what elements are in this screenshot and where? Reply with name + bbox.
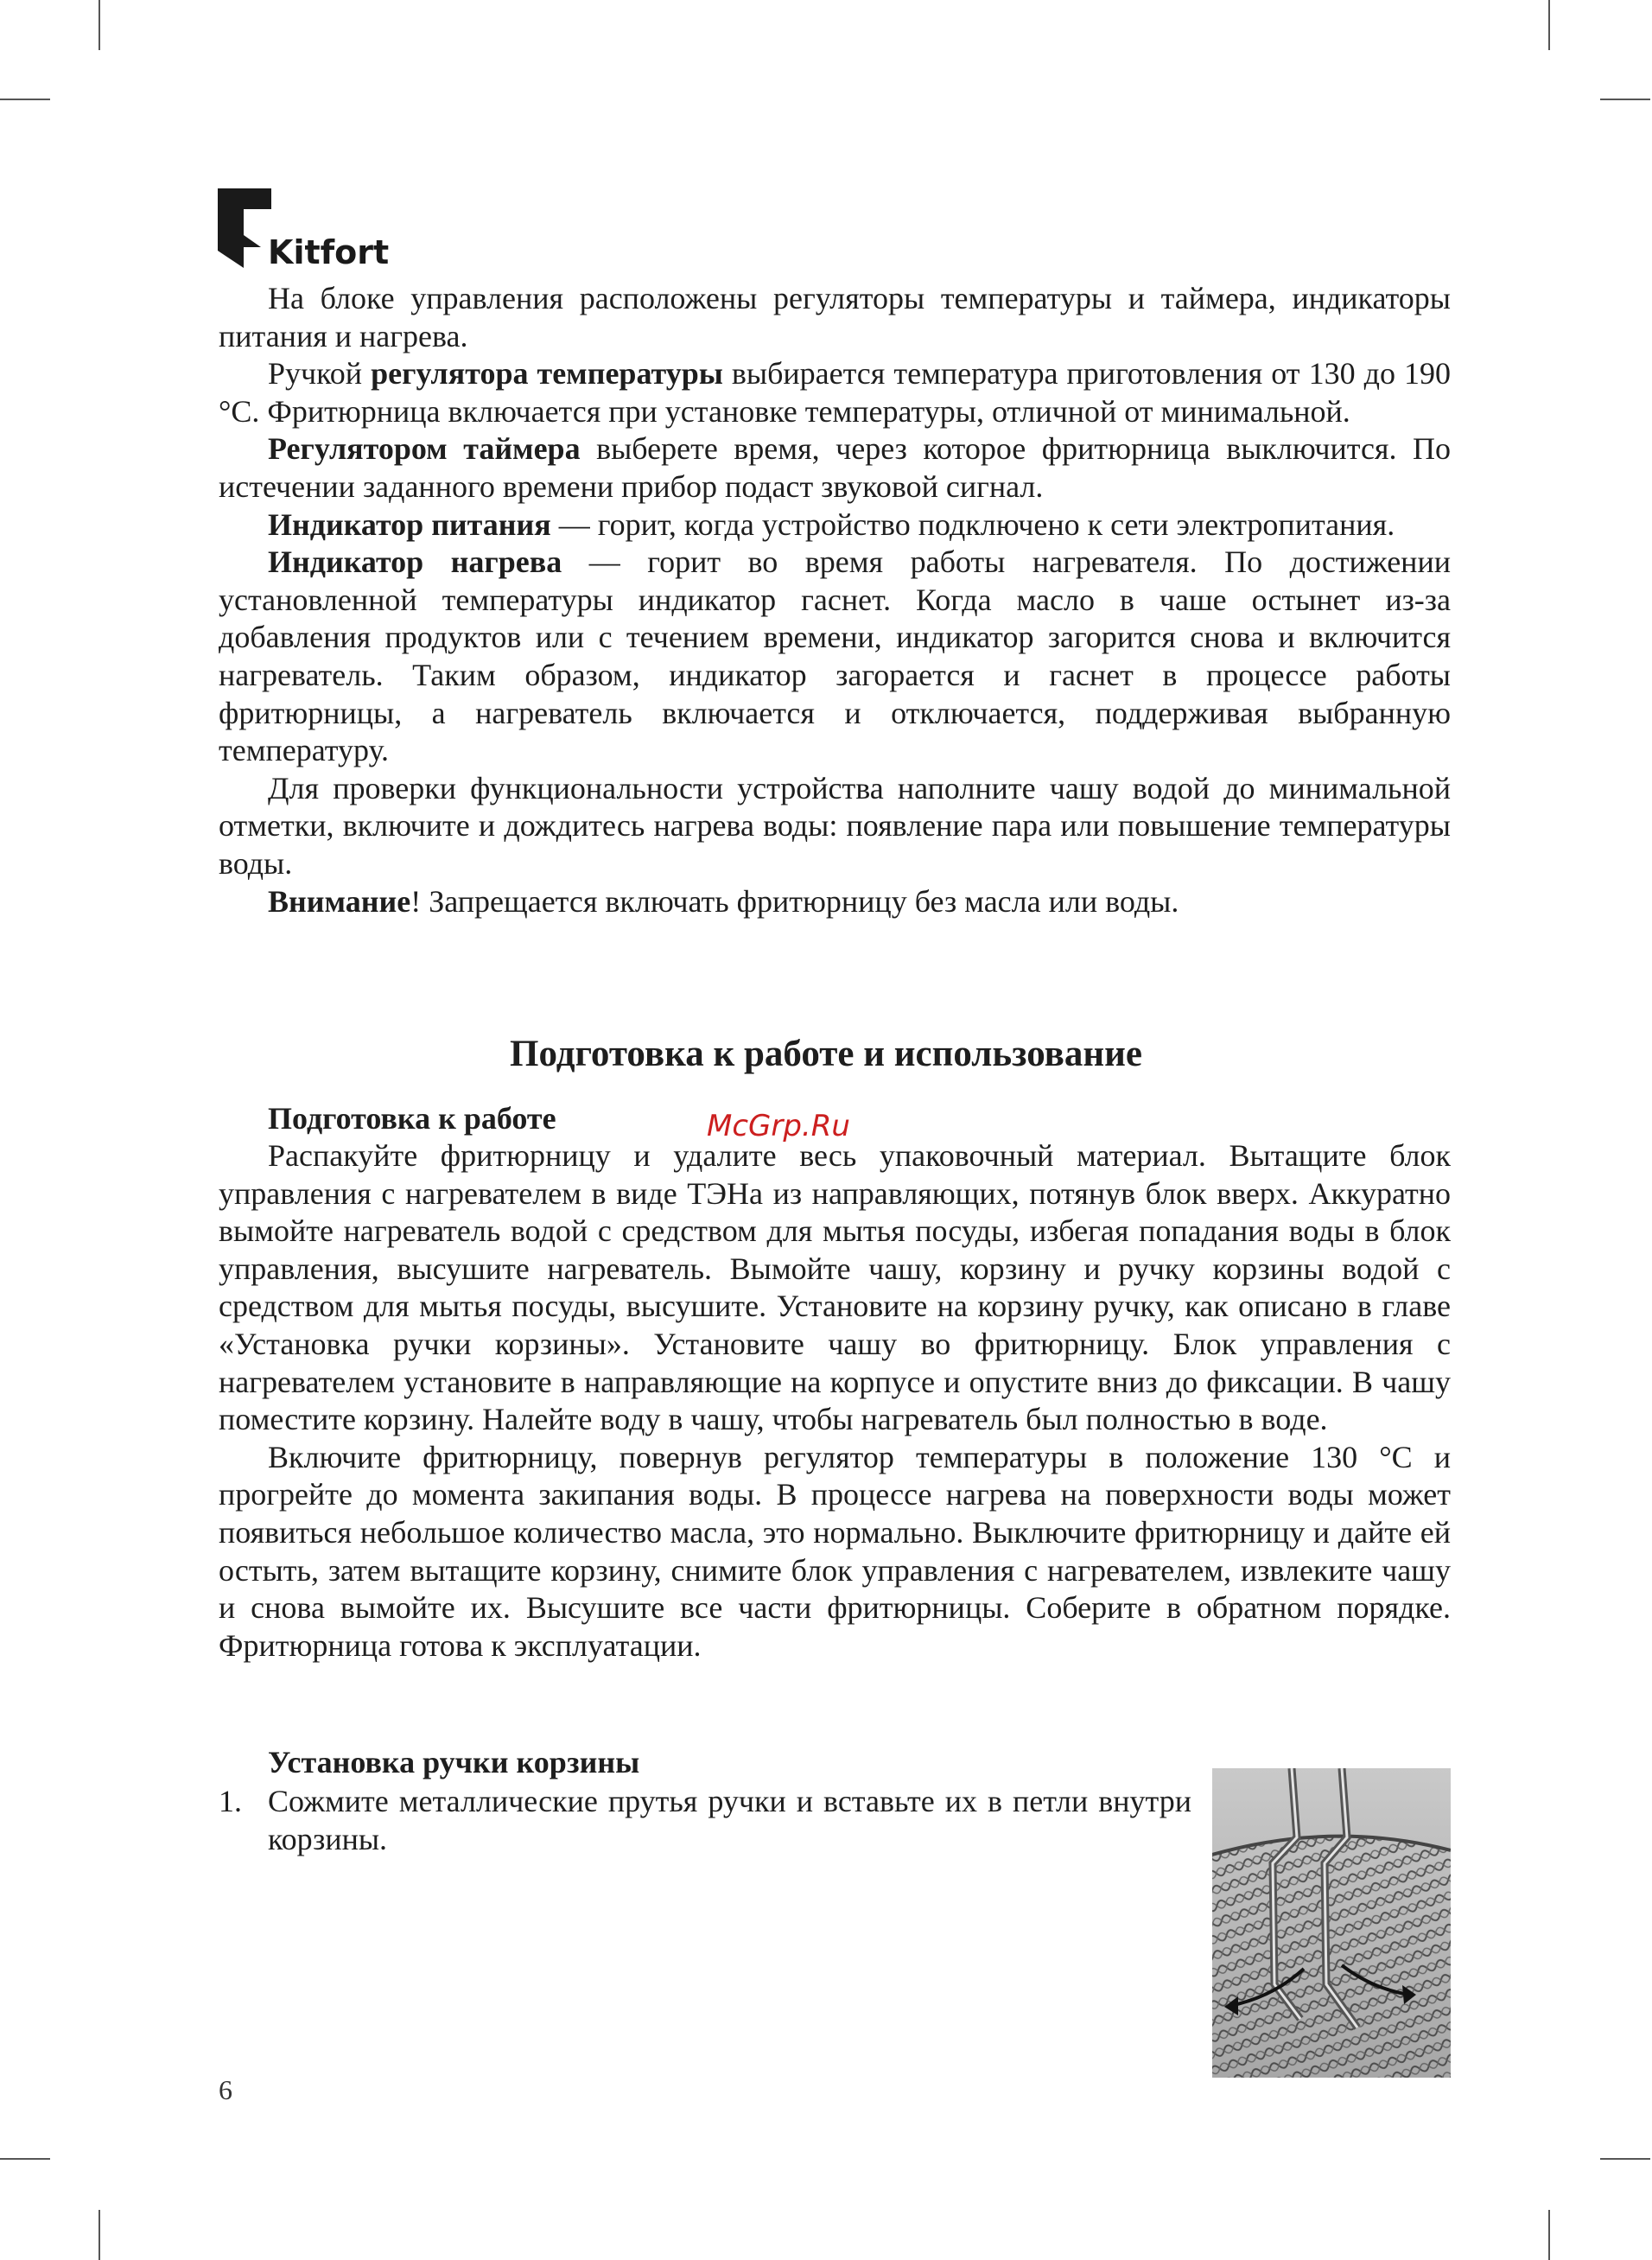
crop-mark bbox=[1600, 2158, 1650, 2160]
page-number: 6 bbox=[219, 2074, 232, 2105]
crop-mark bbox=[0, 99, 50, 100]
watermark: McGrp.Ru bbox=[707, 1109, 850, 1143]
basket-handle-photo bbox=[1212, 1768, 1451, 2078]
crop-mark bbox=[1548, 0, 1550, 50]
paragraph: На блоке управления расположены регуляторы температуры и таймера, индикаторы питания и нагрева. bbox=[219, 281, 1451, 353]
crop-mark bbox=[98, 0, 100, 50]
paragraph: Включите фритюрницу, повернув регулятор температуры в положение 130 °С и прогрейте до момента закипания воды. В процессе нагрева на поверхности воды может появиться небольшое количество масла, это нормально. Выключите фритюрницу и дайте ей остыть, затем вытащите корзину, снимите блок управления с нагревателем, извлеките чашу и снова вымойте их. Высушите все части фритюрницы. Соберите в обратном порядке. Фритюрница готова к эксплуатации. bbox=[219, 1439, 1451, 1663]
subheading: Установка ручки корзины bbox=[268, 1745, 640, 1779]
kitfort-logo-mark-icon bbox=[218, 188, 271, 268]
basket-handle-illustration bbox=[1212, 1768, 1451, 2078]
section-title: Подготовка к работе и использование bbox=[510, 1034, 1142, 1074]
crop-mark bbox=[1600, 99, 1650, 100]
crop-mark bbox=[0, 2158, 50, 2160]
intro-text bbox=[219, 280, 1451, 920]
paragraph: Индикатор питания — горит, когда устройство подключено к сети электропитания. bbox=[268, 506, 1395, 542]
paragraph: Ручкой регулятора температуры выбирается температура приготовления от 130 до 190 °С. Фритюрница включается при установке температуры, отличной от минимальной. bbox=[219, 356, 1451, 429]
crop-mark bbox=[98, 2210, 100, 2260]
paragraph: Для проверки функциональности устройства наполните чашу водой до минимальной отметки, включите и дождитесь нагрева воды: появление пара или повышение температуры воды. bbox=[219, 770, 1451, 881]
list-text: Сожмите металлические прутья ручки и вставьте их в петли внутри корзины. bbox=[268, 1784, 1191, 1856]
list-number: 1. bbox=[219, 1784, 242, 1818]
paragraph: Индикатор нагрева — горит во время работы нагревателя. По достижении установленной температуры индикатор гаснет. Когда масло в чаше остынет из-за добавления продуктов или с течением времени, индикатор загорится снова и включится нагреватель. Таким образом, индикатор загорается и гаснет в процессе работы фритюрницы, а нагреватель включается и отключается, поддерживая выбранную температуру. bbox=[219, 544, 1451, 768]
logo-text: Kitfort bbox=[268, 233, 390, 271]
paragraph: Регулятором таймера выберете время, через которое фритюрница выключится. По истечении заданного времени прибор подаст звуковой сигнал. bbox=[219, 431, 1451, 504]
preparation-text bbox=[219, 1137, 1451, 1665]
crop-mark bbox=[1548, 2210, 1550, 2260]
paragraph: Распакуйте фритюрницу и удалите весь упаковочный материал. Вытащите блок управления с нагревателем в виде ТЭНа из направляющих, потянув блок вверх. Аккуратно вымойте нагреватель водой с средством для мытья посуды, избегая попадания воды в блок управления, высушите нагреватель. Вымойте чашу, корзину и ручку корзины водой с средством для мытья посуды, высушите. Установите на корзину ручку, как описано в главе «Установка ручки корзины». Установите чашу во фритюрницу. Блок управления с нагревателем установите в направляющие на корпусе и опустите вниз до фиксации. В чашу поместите корзину. Налейте воду в чашу, чтобы нагреватель был полностью в воде. bbox=[219, 1138, 1451, 1437]
paragraph: Внимание! Запрещается включать фритюрницу без масла или воды. bbox=[268, 883, 1179, 919]
subheading: Подготовка к работе bbox=[268, 1101, 556, 1136]
